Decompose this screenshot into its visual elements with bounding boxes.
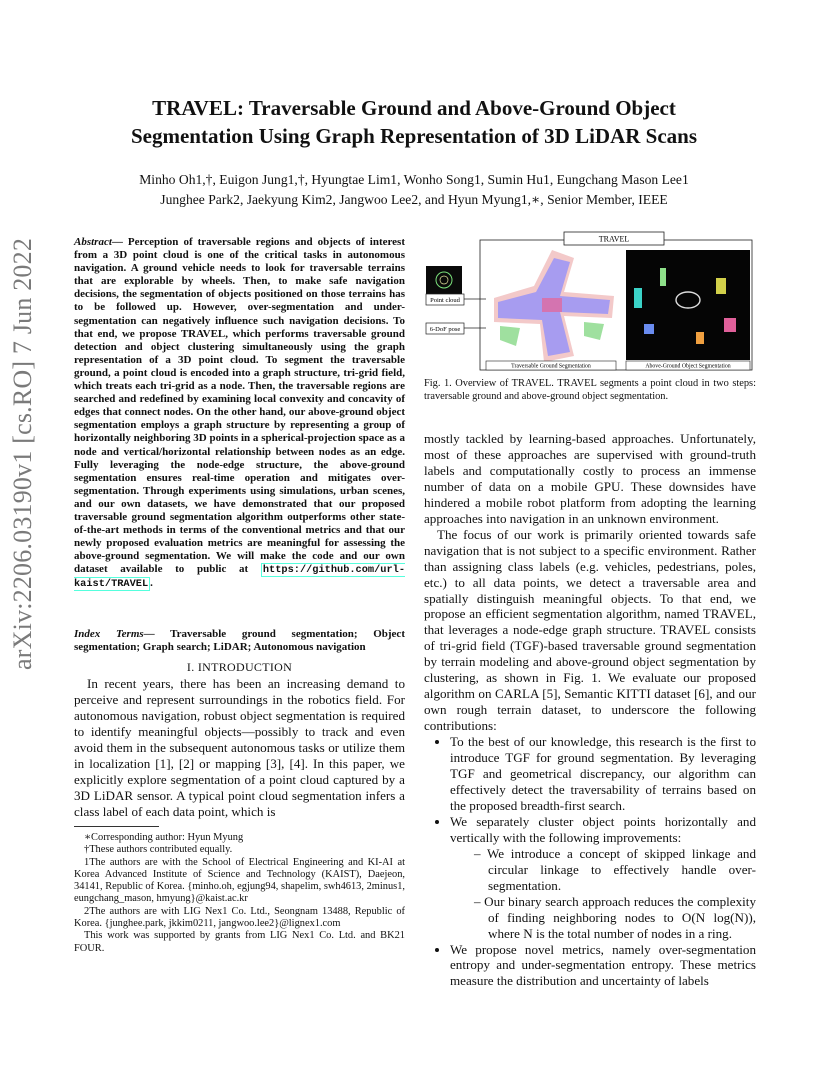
contribution-list [424, 734, 756, 989]
object-cluster-4 [724, 318, 736, 332]
intro-column-1 [74, 676, 405, 820]
sub-contribution-2: – Our binary search approach reduces the complexity of finding neighboring nodes to O(N log(N)), where N is the total number of nodes in a ring. [474, 893, 756, 941]
index-terms-label: Index Terms [74, 628, 144, 640]
contribution-2-text: We separately cluster object points horizontally and vertically with the following improvements: [450, 813, 756, 845]
panel-2-label: Above-Ground Object Segmentation [645, 363, 731, 370]
contribution-3: • We propose novel metrics, namely over-segmentation entropy and under-segmentation entropy. These metrics measure the distribution and uncertainty of labels [450, 942, 756, 990]
section-heading: I. INTRODUCTION [186, 660, 293, 674]
contribution-1: • To the best of our knowledge, this research is the first to introduce TGF for ground segmentation. By leveraging TGF and geometrical discrepancy, our algorithm can effectively detect the traversability of terrains based on the proposed breadth-first search. [450, 734, 756, 814]
authors-line-1: Minho Oh1,†, Euigon Jung1,†, Hyungtae Lim1, Wonho Song1, Sumin Hu1, Eungchang Mason Lee1 [139, 172, 689, 187]
object-cluster-2 [660, 268, 666, 286]
col2-paragraph-2: The focus of our work is primarily oriented towards safe navigation that is not subject to a specific environment. Rather than assigning class labels (e.g. vehicles, pedestrians, poles, etc.) to all data points, we detect a traversable area and spatially distinguish meaningful objects. To that end, we propose an efficient segmentation algorithm, named TRAVEL, that leverages a node-edge graph structure. TRAVEL consists of tri-grid field (TGF)-based traversable ground segmentation by terrain modeling and above-ground object segmentation by clustering, as shown in Fig. 1. We evaluate our proposed algorithm on CARLA [5], Semantic KITTI dataset [6], and our own rough terrain dataset, to underscore the following contributions: [424, 526, 756, 734]
footnote-1: ∗Corresponding author: Hyun Myung [84, 832, 244, 843]
figure-1-diagram [424, 228, 756, 374]
figure-1-caption: Fig. 1. Overview of TRAVEL. TRAVEL segments a point cloud in two steps: traversable ground and above-ground object segmentation. [424, 378, 756, 402]
intro-column-2 [424, 431, 756, 989]
footnotes [74, 832, 405, 955]
center-highlight [542, 298, 562, 312]
index-terms [74, 628, 405, 654]
authors-line-2: Junghee Park2, Jaekyung Kim2, Jangwoo Lee2, and Hyun Myung1,∗, Senior Member, IEEE [160, 192, 668, 207]
object-cluster-6 [696, 332, 704, 344]
author-list [70, 170, 758, 210]
arxiv-identifier: arXiv:2206.03190v1 [cs.RO] 7 Jun 2022 [8, 237, 37, 670]
index-terms-text: — Traversable ground segmentation; Object segmentation; Graph search; LiDAR; Autonomous navigation [74, 628, 405, 654]
input-1-label: Point cloud [430, 297, 460, 304]
object-cluster-1 [634, 288, 642, 308]
contribution-2-sublist [450, 846, 756, 942]
object-cluster-5 [644, 324, 654, 334]
point-cloud-thumbnail [426, 266, 462, 294]
object-cluster-3 [716, 278, 726, 294]
abstract-text: — Perception of traversable regions and objects of interest from a 3D point cloud is one of the critical tasks in autonomous navigation. A ground vehicle needs to look for traversable terrains that are explorable by wheels. Then, to make safe navigation decisions, the segmentation of objects positioned on those terrains has to be followed up. However, over-segmentation and under-segmentation can negatively influence such navigation decisions. To that end, we propose TRAVEL, which performs traversable ground detection and object clustering simultaneously using the graph representation of a 3D point cloud. To segment the traversable ground, a point cloud is encoded into a graph structure, tri-grid field, which treats each tri-grid as a node. Then, the traversable regions are searched and redefined by examining local convexity and concavity of edges that connect nodes. On the other hand, our above-ground object segmentation employs a graph structure by representing a group of horizontally neighboring 3D points in a spherical-projection space as a node and vertical/horizontal relationship between nodes as an edge. Fully leveraging the node-edge structure, the above-ground segmentation ensures real-time operation and mitigates over-segmentation. Through experiments using simulations, urban scenes, and our own datasets, we have demonstrated that our proposed traversable ground segmentation algorithm outperforms other state-of-the-art methods in terms of the conventional metrics and that our newly proposed evaluation metrics are meaningful for assessing the above-ground segmentation. We will make the code and our own dataset available to public at [74, 236, 405, 576]
footnote-5: This work was supported by grants from LIG Nex1 Co. Ltd. and BK21 FOUR. [74, 930, 405, 954]
col2-paragraph-1: mostly tackled by learning-based approaches. Unfortunately, most of these approaches are supervised with ground-truth labels and computationally costly to process an immense number of data on a mobile GPU. These downsides have hindered a mobile robot platform from adopting the learning approaches into navigation in an unknown environment. [424, 431, 756, 526]
travel-label: TRAVEL [598, 234, 630, 244]
sub-contribution-1: – We introduce a concept of skipped linkage and circular linkage to effectively handle over-segmentation. [474, 845, 756, 893]
code-link[interactable]: https://github.com/url-kaist/TRAVEL [74, 564, 405, 591]
footnote-rule [74, 826, 159, 827]
paper-title [70, 94, 758, 150]
title-line-1: TRAVEL: Traversable Ground and Above-Ground Object [152, 96, 676, 120]
footnote-3: 1The authors are with the School of Electrical Engineering and KI-AI at Korea Advanced Institute of Science and Technology (KAIST), Daejeon, 34141, Republic of Korea. {minho.oh, egjung94, shapelim, swh4613, 2minus1, eungchang_mason, hmyung}@kaist.ac.kr [74, 856, 405, 905]
footnote-2: †These authors contributed equally. [84, 844, 233, 856]
intro-paragraph: In recent years, there has been an increasing demand to perceive and represent surroundings in the robotics field. For autonomous navigation, robust object segmentation is required to identify meaningful objects—possibly to track and even avoid them in the subsequent autonomous tasks or utilize them in localization [1], [2] or mapping [3], [4]. In this paper, we explicitly explore segmentation of a point cloud captured by a 3D LiDAR sensor. A typical point cloud segmentation infers a class label of each data point, which is [74, 676, 405, 819]
title-line-2: Segmentation Using Graph Representation of 3D LiDAR Scans [130, 124, 698, 148]
panel-1-label: Traversable Ground Segmentation [511, 363, 591, 370]
figure-1 [424, 228, 756, 374]
footnote-4: 2The authors are with LIG Nex1 Co. Ltd., Seongnam 13488, Republic of Korea. {junghee.park, jkkim0211, jangwoo.lee2}@lignex1.com [74, 905, 405, 930]
abstract-label: Abstract [74, 236, 112, 248]
input-2-label: 6-DoF pose [429, 326, 461, 333]
panel-2-area [626, 250, 750, 360]
contribution-2 [450, 814, 756, 942]
abstract: Abstract— Perception of traversable regions and objects of interest from a 3D point cloud is one of the critical tasks in autonomous navigation. A ground vehicle needs to look for traversable terrains that are explorable by wheels. Then, to make safe navigation decisions, the segmentation of objects positioned on those terrains has to be followed up. However, over-segmentation and under-segmentation can negatively influence such navigation decisions. To that end, we propose TRAVEL, which performs traversable ground detection and object clustering simultaneously using the graph representation of a 3D point cloud. To segment the traversable ground, a point cloud is encoded into a graph structure, tri-grid field, which treats each tri-grid as a node. Then, the traversable regions are searched and redefined by examining local convexity and concavity of edges that connect nodes. On the other hand, our above-ground object segmentation employs a graph structure by representing a group of horizontally neighboring 3D points in a spherical-projection space as a node and vertical/horizontal relationship between nodes as an edge. Fully leveraging the node-edge structure, the above-ground segmentation ensures real-time operation and mitigates over-segmentation. Through experiments using simulations, urban scenes, and our own datasets, we have demonstrated that our proposed traversable ground segmentation algorithm outperforms other state-of-the-art methods in terms of the conventional metrics and that our newly proposed evaluation metrics are meaningful for assessing the above-ground segmentation. We will make the code and our own dataset available to public at https://github.com/url-kaist/TRAVEL . [74, 236, 405, 591]
